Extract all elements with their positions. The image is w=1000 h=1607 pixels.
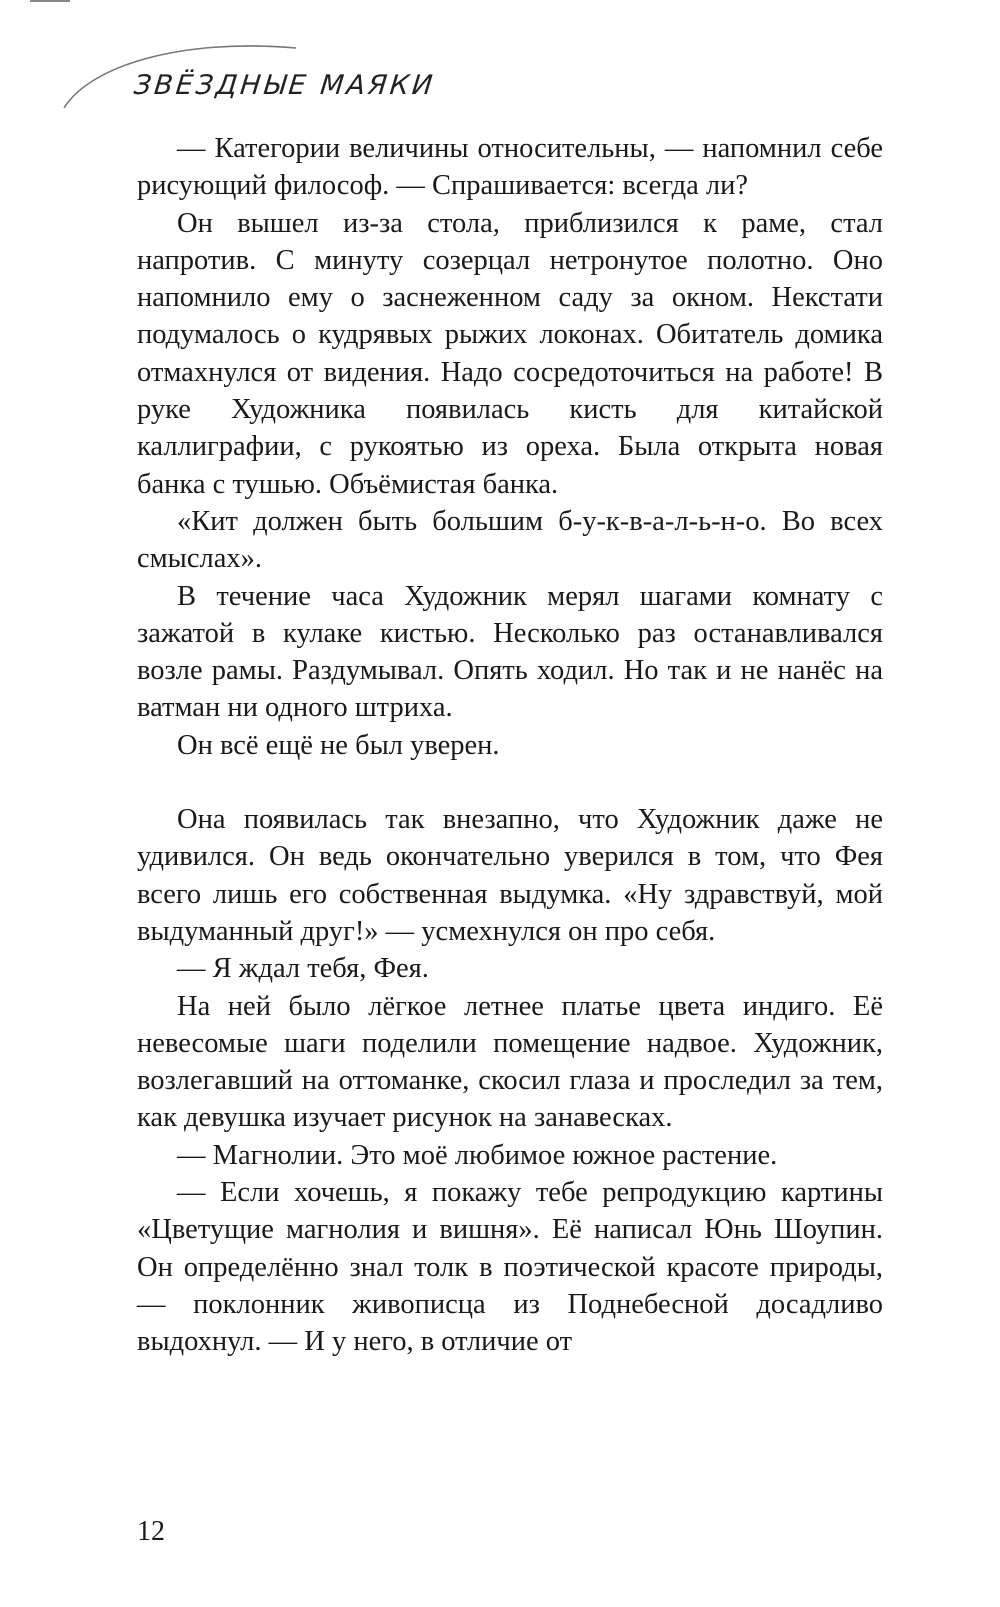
paragraph: «Кит должен быть большим б-у-к-в-а-л-ь-н-о. Во всех смыслах». — [137, 505, 883, 575]
scan-edge-mark — [30, 0, 70, 2]
paragraph: На ней было лёгкое летнее платье цвета индиго. Её невесомые шаги поделили помещение надвое. Художник, возлегавший на оттоманке, скосил глаза и проследил за тем, как девушка изучает рисунок на занавесках. — [137, 990, 883, 1134]
paragraph: Она появилась так внезапно, что Художник даже не удивился. Он ведь окончательно уверился в том, что Фея всего лишь его собственная выдумка. «Ну здравствуй, мой выдуманный друг!» — усмехнулся он про себя. — [137, 804, 883, 947]
body-text — [137, 130, 883, 1361]
paragraph: — Категории величины относительны, — напомнил себе рисующий философ. — Спрашивается: всегда ли? — [137, 133, 883, 202]
paragraph: Он всё ещё не был уверен. — [177, 729, 500, 761]
paragraph: В течение часа Художник мерял шагами комнату с зажатой в кулаке кистью. Несколько раз останавливался возле рамы. Раздумывал. Опять ходил. Но так и не нанёс на ватман ни одного штриха. — [137, 580, 883, 724]
running-header — [60, 36, 437, 126]
paragraph: — Если хочешь, я покажу тебе репродукцию картины «Цветущие магнолия и вишня». Её написал Юнь Шоупин. Он определённо знал толк в поэтической красоте природы, — поклонник живописца из Поднебесной досадливо выдохнул. — И у него, в отличие от — [137, 1177, 883, 1358]
header-title: ЗВЁЗДНЫЕ МАЯКИ — [132, 70, 437, 101]
page-number: 12 — [137, 1516, 165, 1547]
paragraph: — Магнолии. Это моё любимое южное растение. — [177, 1139, 778, 1171]
paragraph: Он вышел из-за стола, приблизился к раме, стал напротив. С минуту созерцал нетронутое полотно. Оно напомнило ему о заснеженном саду за окном. Некстати подумалось о кудрявых рыжих локонах. Обитатель домика отмахнулся от видения. Надо сосредоточиться на работе! В руке Художника появилась кисть для китайской каллиграфии, с рукоятью из ореха. Была открыта новая банка с тушью. Объёмистая банка. — [137, 207, 883, 500]
paragraph: — Я ждал тебя, Фея. — [177, 953, 429, 985]
